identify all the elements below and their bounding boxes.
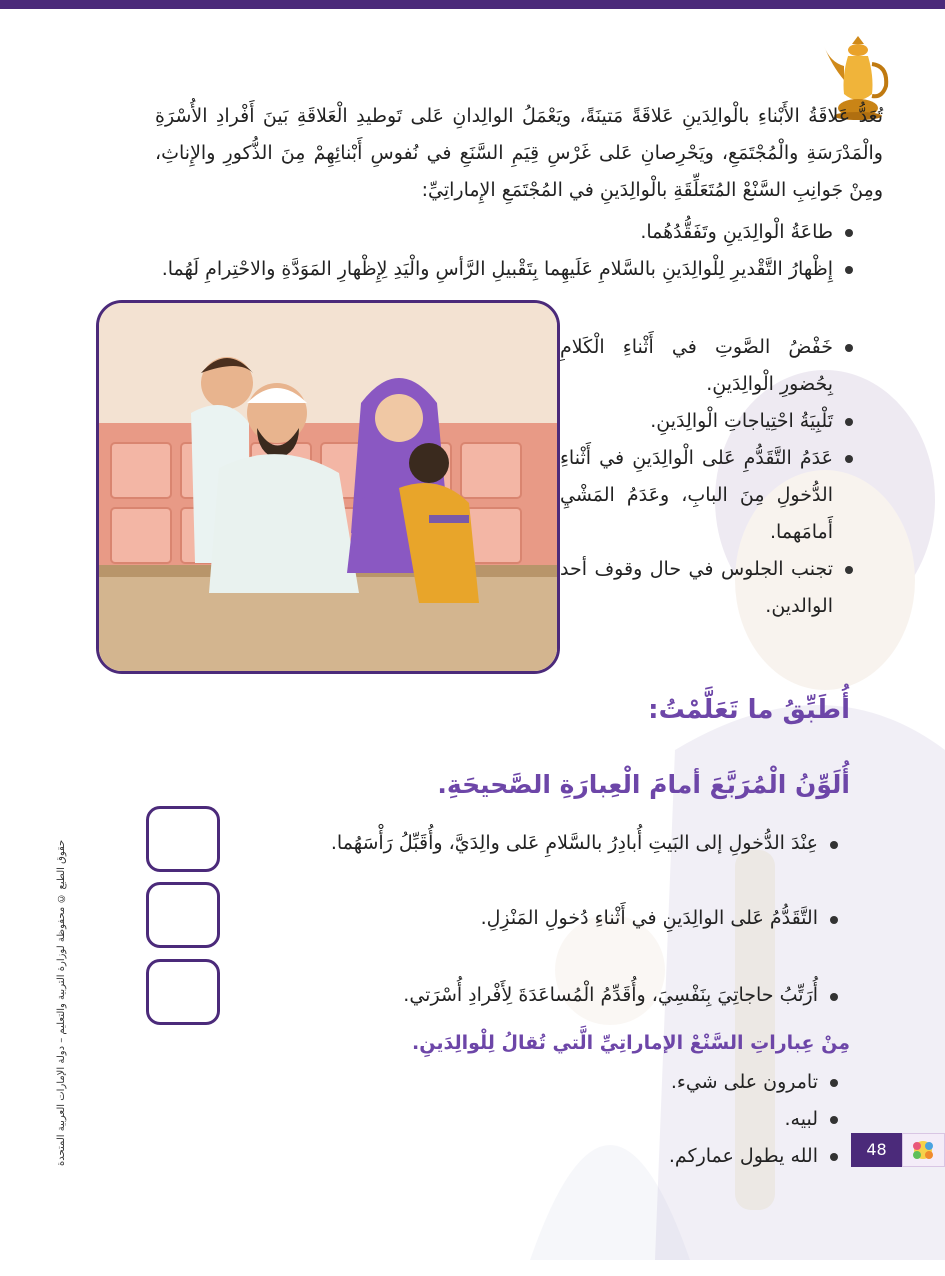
apply-heading: أُطَبِّقُ ما تَعَلَّمْتُ: [648, 695, 850, 725]
list-item: إِظْهارُ التَّقْديرِ لِلْوالِدَينِ بالسَّلامِ عَلَيهِما بِتَقْبيلِ الرَّأسِ والْيَدِ لِإِظْهارِ المَوَدَّةِ والاحْتِرامِ لَهُما. [155, 251, 855, 288]
family-illustration [96, 300, 560, 674]
answer-box-3[interactable] [146, 959, 220, 1025]
list-item: خَفْضُ الصَّوتِ في أَثْناءِ الْكَلامِ بِحُضورِ الْوالِدَينِ. [560, 329, 855, 403]
phrases-heading: مِنْ عِباراتِ السَّنْعْ الإماراتِيِّ الَّتي تُقالُ لِلْوالِدَينِ. [412, 1032, 850, 1054]
top-bar [0, 0, 945, 9]
page-number: 48 [851, 1133, 902, 1167]
intro-paragraph: تُعَدُّ عَلاقَةُ الأَبْناءِ بالْوالِدَينِ عَلاقَةً مَتينَةً، ويَعْمَلُ الوالِدانِ عَلى تَوطيدِ الْعَلاقَةِ بَينَ أَفْرادِ الأُسْرَةِ والْمَدْرَسَةِ والْمُجْتَمَعِ، ويَحْرِصانِ عَلى غَرْسِ قِيَمِ السَّنَعِ في نُفوسِ أَبْنائِهِمْ مِنَ الذُّكورِ والإِناثِ، ومِنْ جَوانِبِ السَّنْعْ المُتَعَلِّقَةِ بالْوالِدَينِ في المُجْتَمَعِ الإِماراتِيِّ: [155, 105, 883, 201]
flower-icon [903, 1134, 944, 1166]
statement-2: التَّقَدُّمُ عَلى الوالِدَينِ في أَثْناءِ دُخولِ المَنْزِلِ. [481, 907, 840, 929]
values-list-top [155, 214, 855, 288]
values-list-side [560, 329, 855, 625]
book-logo-icon [902, 1133, 945, 1167]
answer-box-2[interactable] [146, 882, 220, 948]
list-item: الله يطول عماركم. [560, 1138, 840, 1175]
instruction-heading: أُلَوِّنُ الْمُرَبَّعَ أمامَ الْعِبارَةِ الصَّحيحَةِ. [437, 770, 850, 799]
statement-3: أُرَتِّبُ حاجاتِيَ بِنَفْسِيَ، وأُقَدِّمُ الْمُساعَدَةَ لِأَفْرادِ أُسْرَتي. [403, 984, 840, 1006]
list-item: تجنب الجلوس في حال وقوف أحد الوالدين. [560, 551, 855, 625]
copyright-notice: حقوق الطبع © محفوظة لوزارة التربية والتعليم – دولة الإمارات العربية المتحدة [56, 840, 67, 1167]
answer-box-1[interactable] [146, 806, 220, 872]
phrases-list [560, 1064, 840, 1175]
list-item: تامرون على شيء. [560, 1064, 840, 1101]
statement-1: عِنْدَ الدُّخولِ إلى البَيتِ أُبادِرُ بالسَّلامِ عَلى والِدَيَّ، وأُقَبِّلُ رَأْسَهُما. [331, 832, 840, 854]
list-item: طاعَةُ الْوالِدَينِ وتَفَقُّدُهُما. [155, 214, 855, 251]
list-item: لبيه. [560, 1101, 840, 1138]
list-item: تَلْبِيَةُ احْتِياجاتِ الْوالِدَينِ. [560, 403, 855, 440]
family-scene [99, 303, 557, 671]
list-item: عَدَمُ التَّقَدُّمِ عَلى الْوالِدَينِ في أَثْناءِ الدُّخولِ مِنَ البابِ، وعَدَمُ المَشْيِ أَمامَهما. [560, 440, 855, 551]
